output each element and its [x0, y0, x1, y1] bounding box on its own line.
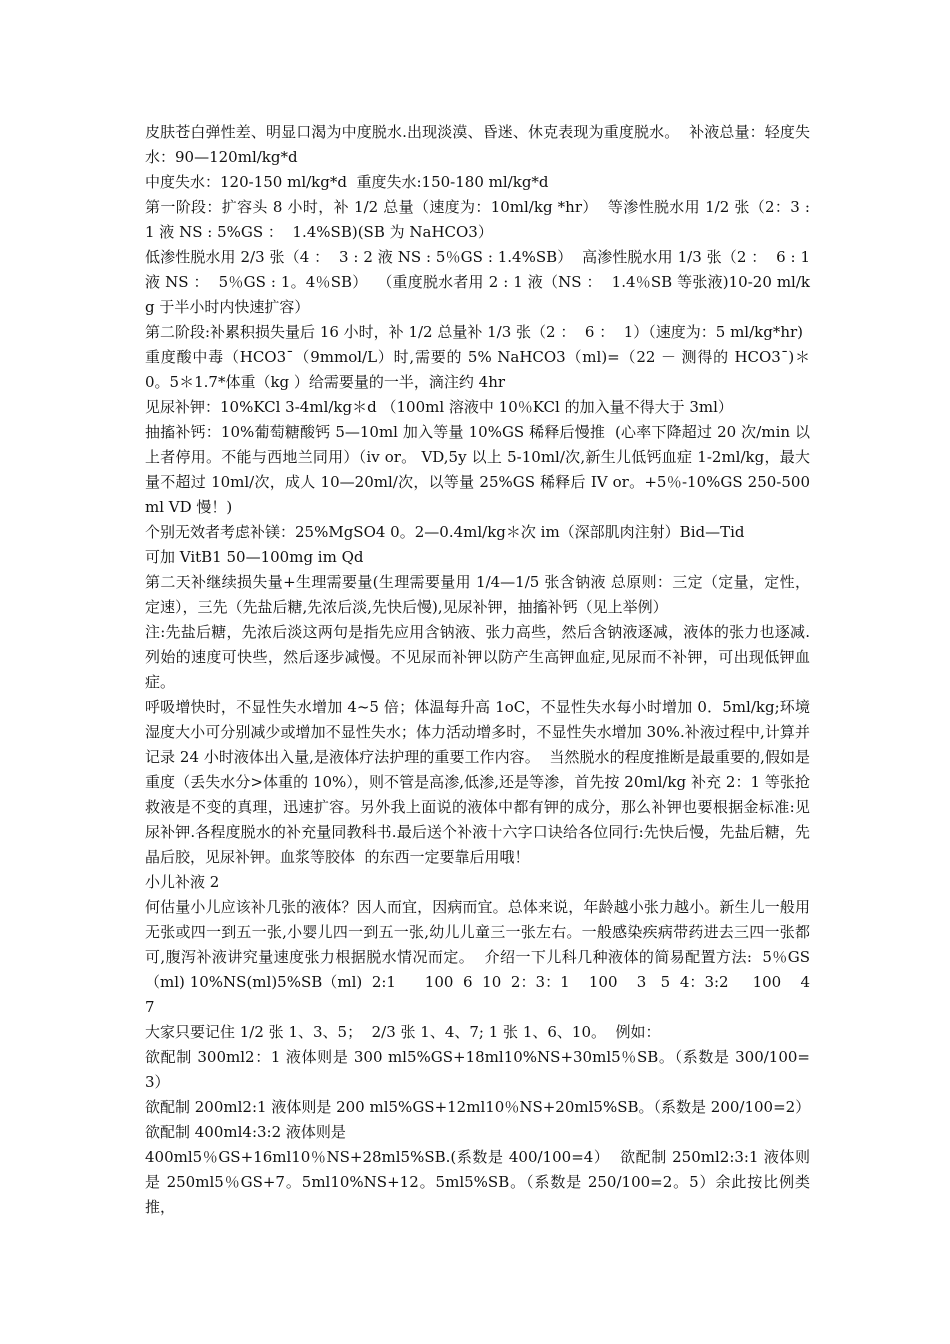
paragraph-magnesium: 个别无效者考虑补镁：25%MgSO4 0。2—0.4ml/kg＊次 im（深部肌肉注射）Bid—Tid [145, 523, 745, 541]
paragraph-calcium: 抽搐补钙：10%葡萄糖酸钙 5—10ml 加入等量 10%GS 稀释后慢推 (心率下降超过 20 次/min 以上者停用。不能与西地兰同用）（iv or。 VD,5y 以上 5-10ml/次,新生儿低钙血症 1-2ml/kg，最大量不超过 10ml/次，成人 10—20ml/次，以等量 25%GS 稀释后 IV or。+5％-10%GS 250-500ml VD 慢！) [145, 423, 810, 516]
paragraph-mild-moderate-dehydration: 皮肤苍白弹性差、明显口渴为中度脱水.出现淡漠、昏迷、休克表现为重度脱水。 补液总量：轻度失水：90—120ml/kg*d [145, 123, 810, 166]
document-body [145, 120, 825, 1220]
paragraph-example-200: 欲配制 200ml2:1 液体则是 200 ml5%GS+12ml10％NS+20ml5%SB。（系数是 200/100=2） [145, 1098, 811, 1116]
paragraph-stage-two: 第二阶段:补累积损失量后 16 小时，补 1/2 总量补 1/3 张（2 ： 6 ： 1）（速度为：5 ml/kg*hr) [145, 323, 804, 341]
paragraph-example-400-250: 400ml5％GS+16ml10％NS+28ml5%SB.(系数是 400/100=4） 欲配制 250ml2:3:1 液体则是 250ml5％GS+7。5ml10%NS+12。5ml5%SB。（系数是 250/100=2。5）余此按比例类推， [145, 1148, 810, 1216]
paragraph-example-300: 欲配制 300ml2：1 液体则是 300 ml5%GS+18ml10%NS+30ml5％SB。（系数是 300/100=3） [145, 1048, 810, 1091]
paragraph-hypotonic-hypertonic: 低渗性脱水用 2/3 张（4 ： 3 : 2 液 NS : 5％GS : 1.4%SB） 高渗性脱水用 1/3 张（2 ： 6 : 1 液 NS ： 5％GS : 1。4％SB） （重度脱水者用 2 : 1 液（NS ： 1.4％SB 等张液)10-20 ml/kg 于半小时内快速扩容） [145, 248, 815, 316]
paragraph-insensible-loss: 呼吸增快时，不显性失水增加 4~5 倍；体温每升高 1oC，不显性失水每小时增加 0．5ml/kg;环境湿度大小可分别减少或增加不显性失水；体力活动增多时，不显性失水增加 30%.补液过程中,计算并记录 24 小时液体出入量,是液体疗法护理的重要工作内容。 当然脱水的程度推断是最重要的,假如是重度（丢失水分>体重的 10%），则不管是高渗,低渗,还是等渗，首先按 20ml/kg 补充 2：1 等张抢救液是不变的真理，迅速扩容。另外我上面说的液体中都有钾的成分，那么补钾也要根据金标准:见尿补钾.各程度脱水的补充量同教科书.最后送个补液十六字口诀给各位同行:先快后慢，先盐后糖，先晶后胶，见尿补钾。血浆等胶体 的东西一定要靠后用哦！ [145, 698, 810, 866]
paragraph-tonicity: 何估量小儿应该补几张的液体？因人而宜，因病而宜。总体来说，年龄越小张力越小。新生儿一般用无张或四一到五一张,小婴儿四一到五一张,幼儿儿童三一张左右。一般感染疾病带药进去三四一张都可,腹泻补液讲究量速度张力根据脱水情况而定。 介绍一下儿科几种液体的简易配置方法: 5％GS（ml) 10%NS(ml)5%SB（ml) 2:1 100 6 10 2：3：1 100 3 5 4：3:2 100 4 7 [145, 898, 825, 1016]
paragraph-moderate-severe-volume: 中度失水：120-150 ml/kg*d 重度失水:150-180 ml/kg*d [145, 173, 549, 191]
paragraph-remember: 大家只要记住 1/2 张 1、3、5； 2/3 张 1、4、7; 1 张 1、6、10。 例如： [145, 1023, 661, 1041]
paragraph-day-two: 第二天补继续损失量+生理需要量(生理需要量用 1/4—1/5 张含钠液 总原则：三定（定量，定性，定速），三先（先盐后糖,先浓后淡,先快后慢),见尿补钾，抽搐补钙（见上举例） [145, 573, 810, 616]
paragraph-stage-one: 第一阶段：扩容头 8 小时，补 1/2 总量（速度为：10ml/kg *hr） 等渗性脱水用 1/2 张（2：3 : 1 液 NS : 5%GS ： 1.4%SB)(SB 为 NaHCO3） [145, 198, 815, 241]
paragraph-severe-acidosis: 重度酸中毒（HCO3ˉ（9mmol/L）时,需要的 5% NaHCO3（ml)=（22 － 测得的 HCO3ˉ)＊0。5＊1.7*体重（kg ）给需要量的一半，滴注约 4hr [145, 348, 810, 391]
paragraph-potassium: 见尿补钾：10%KCl 3-4ml/kg＊d （100ml 溶液中 10％KCl 的加入量不得大于 3ml） [145, 398, 733, 416]
paragraph-note: 注:先盐后糖，先浓后淡这两句是指先应用含钠液、张力高些，然后含钠液逐减，液体的张力也逐减.列始的速度可快些，然后逐步减慢。不见尿而补钾以防产生高钾血症,见尿而不补钾，可出现低钾血症。 [145, 623, 810, 691]
section-heading: 小儿补液 2 [145, 873, 220, 891]
paragraph-example-400-intro: 欲配制 400ml4:3:2 液体则是 [145, 1123, 346, 1141]
paragraph-vitamin-b1: 可加 VitB1 50—100mg im Qd [145, 548, 364, 566]
